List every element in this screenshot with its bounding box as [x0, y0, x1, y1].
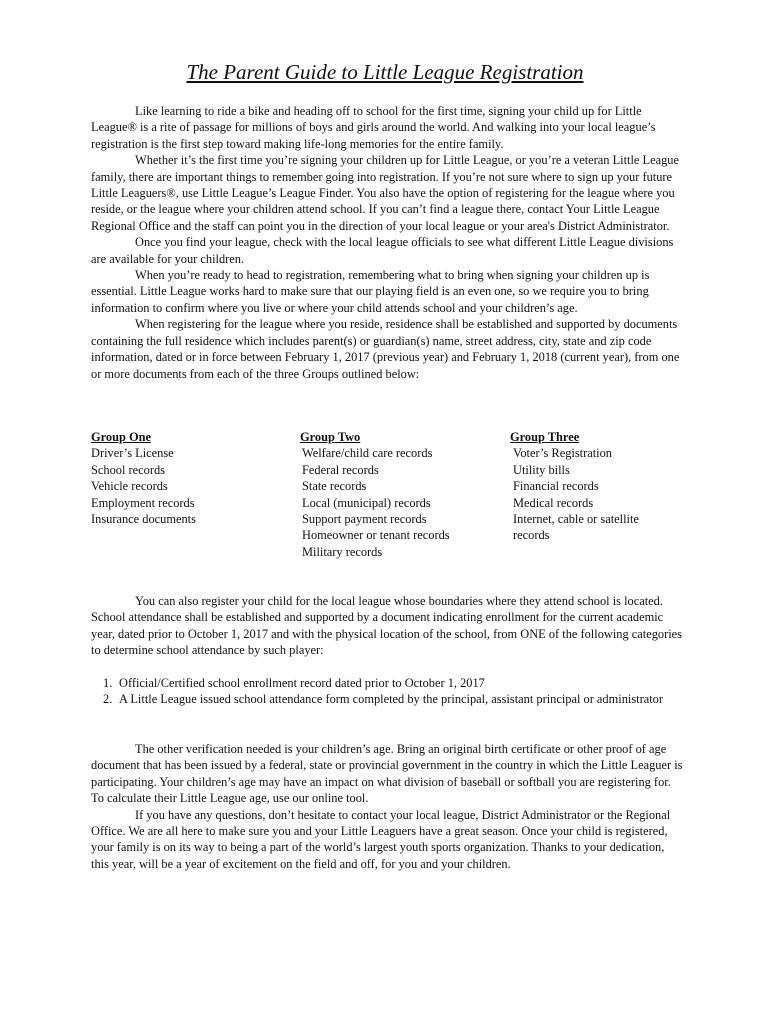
group-one-item: School records [91, 462, 165, 477]
group-one-heading: Group One [91, 430, 152, 444]
group-one-item: Employment records [91, 495, 195, 510]
list-item [103, 691, 673, 707]
group-two-item: Federal records [302, 462, 379, 477]
intro-paragraph-5: When registering for the league where you reside, residence shall be established and supported by documents containing the full residence which includes parent(s) or guardian(s) name, street address, city, state and zip code information, dated or in force between February 1, 2017 (previous year) and February 1, 2018 (current year), from one or more documents from each of the three Groups outlined below: [91, 317, 680, 381]
group-three-item: Utility bills [513, 462, 570, 477]
closing-paragraph-1: The other verification needed is your children’s age. Bring an original birth certificate or other proof of age document that has been issued by a federal, state or provincial government in the country in which the Little Leaguer is participating. Your children’s age may have an impact on what division of baseball or softball you are registering for. To calculate their Little League age, use our online tool. [91, 742, 683, 806]
group-three-heading: Group Three [510, 430, 580, 444]
group-three-item: Medical records [513, 495, 594, 510]
page-title: The Parent Guide to Little League Registration [186, 60, 584, 84]
intro-section [91, 103, 683, 382]
school-section [91, 593, 683, 659]
group-two-item: State records [302, 479, 367, 494]
group-two [300, 429, 450, 560]
document-groups [91, 429, 691, 569]
intro-paragraph-4: When you’re ready to head to registration, remembering what to bring when signing your children up is essential. Little League works hard to make sure that our playing field is an even one, so we require you to bring information to confirm where you live or where your child attends school and your children’s age. [91, 268, 650, 315]
group-one-item: Insurance documents [91, 512, 196, 527]
group-two-heading: Group Two [300, 430, 361, 444]
group-three-item: Financial records [513, 479, 599, 494]
group-three [510, 429, 639, 544]
group-three-item: Internet, cable or satellite [513, 512, 639, 527]
list-item [103, 675, 673, 691]
school-paragraph: You can also register your child for the local league whose boundaries where they attend school is located. School attendance shall be established and supported by a document indicating enrollment for the current academic year, dated prior to October 1, 2017 and with the physical location of the school, from ONE of the following categories to determine school attendance by such player: [91, 594, 682, 658]
list-item-text: Official/Certified school enrollment record dated prior to October 1, 2017 [119, 676, 485, 690]
group-two-item: Military records [302, 544, 383, 559]
group-three-item: Voter’s Registration [513, 446, 613, 461]
intro-paragraph-1: Like learning to ride a bike and heading off to school for the first time, signing your child up for Little League® is a rite of passage for millions of boys and girls around the world. And walking into your local league’s registration is the first step toward making life-long memories for the entire family. [91, 104, 656, 151]
list-item-number: 1. [103, 676, 113, 690]
group-two-item: Welfare/child care records [302, 446, 433, 461]
group-two-item: Support payment records [302, 512, 427, 527]
group-three-item: records [513, 528, 550, 543]
closing-section [91, 741, 683, 872]
list-item-text: A Little League issued school attendance form completed by the principal, assistant principal or administrator [119, 692, 663, 707]
group-one-item: Vehicle records [91, 479, 168, 494]
group-two-item: Local (municipal) records [302, 495, 431, 510]
intro-paragraph-3: Once you find your league, check with the local league officials to see what different Little League divisions are available for your children. [91, 235, 674, 266]
list-item-number: 2. [103, 692, 113, 707]
group-one [91, 429, 196, 527]
group-one-item: Driver’s License [91, 446, 174, 461]
closing-paragraph-2: If you have any questions, don’t hesitate to contact your local league, District Administrator or the Regional Office. We are all here to make sure you and your Little Leaguers have a great season. Once your child is registered, your family is on its way to being a part of the world’s largest youth sports organization. Thanks to your dedication, this year, will be a year of excitement on the field and off, for you and your children. [91, 807, 671, 871]
intro-paragraph-2: Whether it’s the first time you’re signing your children up for Little League, or you’re a veteran Little League family, there are important things to remember going into registration. If you’re not sure where to sign up your future Little Leaguers®, use Little League’s League Finder. You also have the option of registering for the league where you reside, or the league where your children attend school. If you can’t find a league there, contact Your Little League Regional Office and the staff can point you in the direction of your local league or your area's District Administrator. [91, 153, 679, 233]
group-two-item: Homeowner or tenant records [302, 528, 450, 543]
school-attendance-list [103, 675, 673, 708]
